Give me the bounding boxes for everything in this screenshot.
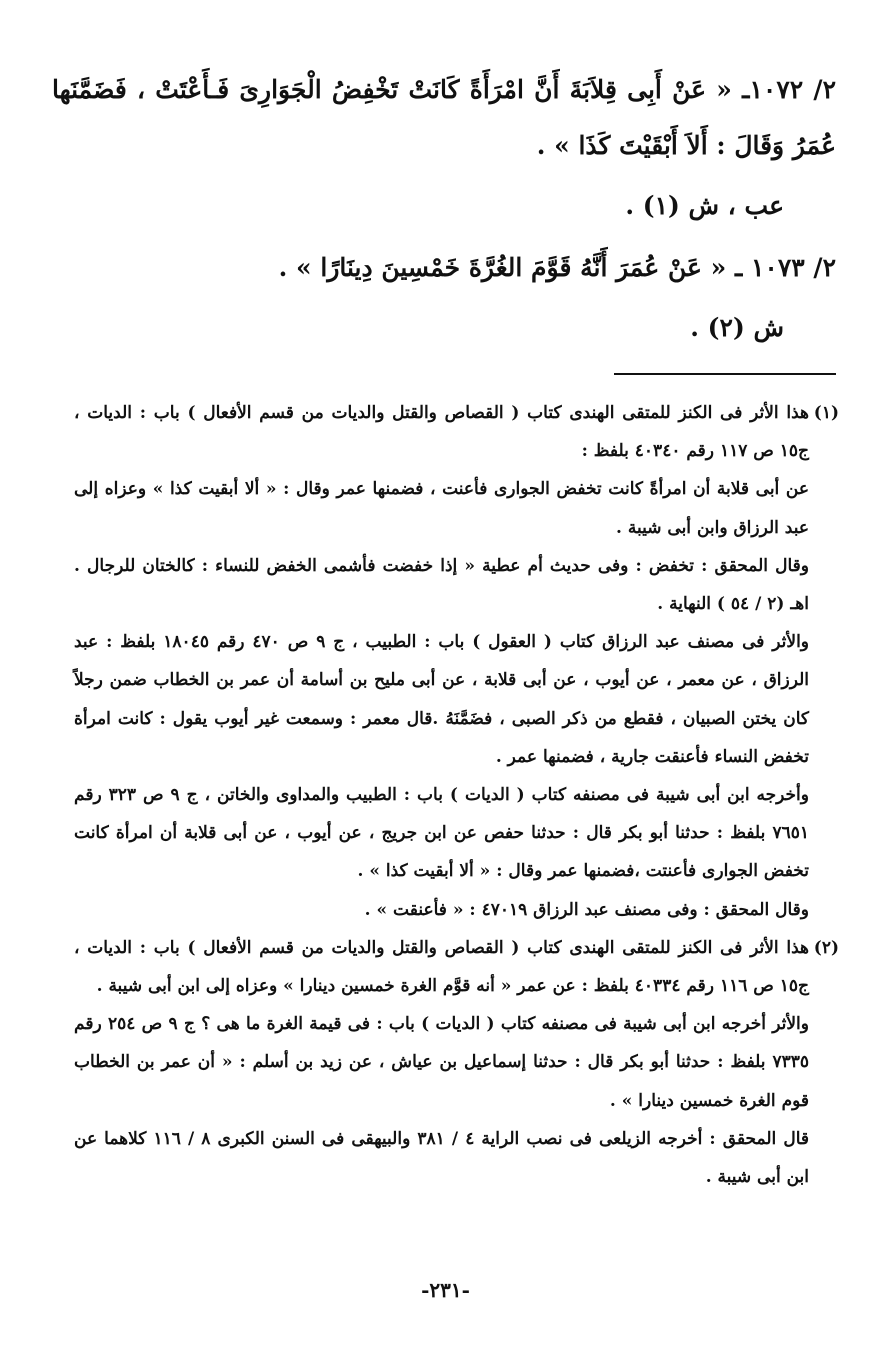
footnote-2-text: هذا الأثر فى الكنز للمتقى الهندى كتاب ( القصاص والقتل والديات من قسم الأفعال ) باب : الديات ، ج١٥ ص ١١٦ رقم ٤٠٣٣٤ بلفظ : عن عمر « أنه قوَّم الغرة خمسين دينارا » وعزاه إلى ابن أبى شيبة . xyxy=(74,937,809,997)
footnote-2-line: قال المحقق : أخرجه الزيلعى فى نصب الراية ٤ / ٣٨١ والبيهقى فى السنن الكبرى ٨ / ١١٦ كلاهما عن ابن أبى شيبة . xyxy=(74,1128,810,1188)
footnote-1-line: وقال المحقق : تخفض : وفى حديث أم عطية « إذا خفضت فأشمى الخفض للنساء : كالختان للرجال . اهـ (٢ / ٥٤ ) النهاية . xyxy=(74,555,809,615)
footnote-2-line xyxy=(74,929,839,1005)
hadith-entry-1072: ٢/ ١٠٧٢ـ « عَنْ أَبِى قِلاَبَةَ أَنَّ امْرَأَةً كَانَتْ تَخْفِضُ الْجَوَارِىَ فَـأَعْتَتْ ، فَضَمَّنَها عُمَرُ وَقَالَ : أَلاَ أَبْقَيْتَ كَذَا » . xyxy=(52,75,836,160)
page-number: -٢٣١- xyxy=(421,1278,470,1302)
footnote-1-line xyxy=(74,394,839,470)
footnote-1-line: وقال المحقق : وفى مصنف عبد الرزاق ٤٧٠١٩ : « فأعنقت » . xyxy=(364,899,809,920)
footnote-1-number: (١) xyxy=(813,403,839,423)
footnotes xyxy=(74,394,839,1196)
main-text xyxy=(52,62,836,362)
hadith-entry-1073: ٢/ ١٠٧٣ ـ « عَنْ عُمَرَ أَنَّهُ قَوَّمَ الغُرَّةَ خَمْسِينَ دِينَارًا » . xyxy=(278,253,836,282)
footnote-1-text: هذا الأثر فى الكنز للمتقى الهندى كتاب ( القصاص والقتل والديات من قسم الأفعال ) باب : الديات ، ج١٥ ص ١١٧ رقم ٤٠٣٤٠ بلفظ : xyxy=(74,403,809,462)
footnote-1-line: عن أبى قلابة أن امرأةً كانت تخفض الجوارى فأعنت ، فضمنها عمر وقال : « ألا أبقيت كذا » وعزاه إلى عبد الرزاق وابن أبى شيبة . xyxy=(74,479,809,538)
footnote-1-line: والأثر فى مصنف عبد الرزاق كتاب ( العقول ) باب : الطبيب ، ج ٩ ص ٤٧٠ رقم ١٨٠٤٥ بلفظ : عبد الرزاق ، عن معمر ، عن أيوب ، عن أبى قلابة ، عن أبى مليح بن أسامة أن عمر بن الخطاب ضمن رجلاً كان يختن الصبيان ، فقطع من ذكر الصبى ، فضَمَّنَهُ .قال معمر : وسمعت غير أيوب يقول : كانت امرأة تخفض النساء فأعنقت جارية ، فضمنها عمر . xyxy=(74,632,810,767)
source-reference-2: ش (٢) . xyxy=(690,313,784,342)
footnote-2-line: والأثر أخرجه ابن أبى شيبة فى مصنفه كتاب ( الديات ) باب : فى قيمة الغرة ما هى ؟ ج ٩ ص ٢٥٤ رقم ٧٣٣٥ بلفظ : حدثنا أبو بكر قال : حدثنا إسماعيل بن عياش ، عن زيد بن أسلم : « أن عمر بن الخطاب قوم الغرة خمسين دينارا » . xyxy=(74,1014,809,1111)
source-reference-1: عب ، ش (١) . xyxy=(625,191,784,220)
footnote-2-number: (٢) xyxy=(813,937,839,958)
footnote-divider xyxy=(614,373,836,375)
footnote-1-line: وأخرجه ابن أبى شيبة فى مصنفه كتاب ( الديات ) باب : الطبيب والمداوى والخاتن ، ج ٩ ص ٣٢٣ رقم ٧٦٥١ بلفظ : حدثنا أبو بكر قال : حدثنا حفص عن ابن جريج ، عن أيوب ، عن أبى قلابة أن امرأة كانت تخفض الجوارى فأعنتت ،فضمنها عمر وقال : « ألا أبقيت كذا » . xyxy=(74,785,809,882)
